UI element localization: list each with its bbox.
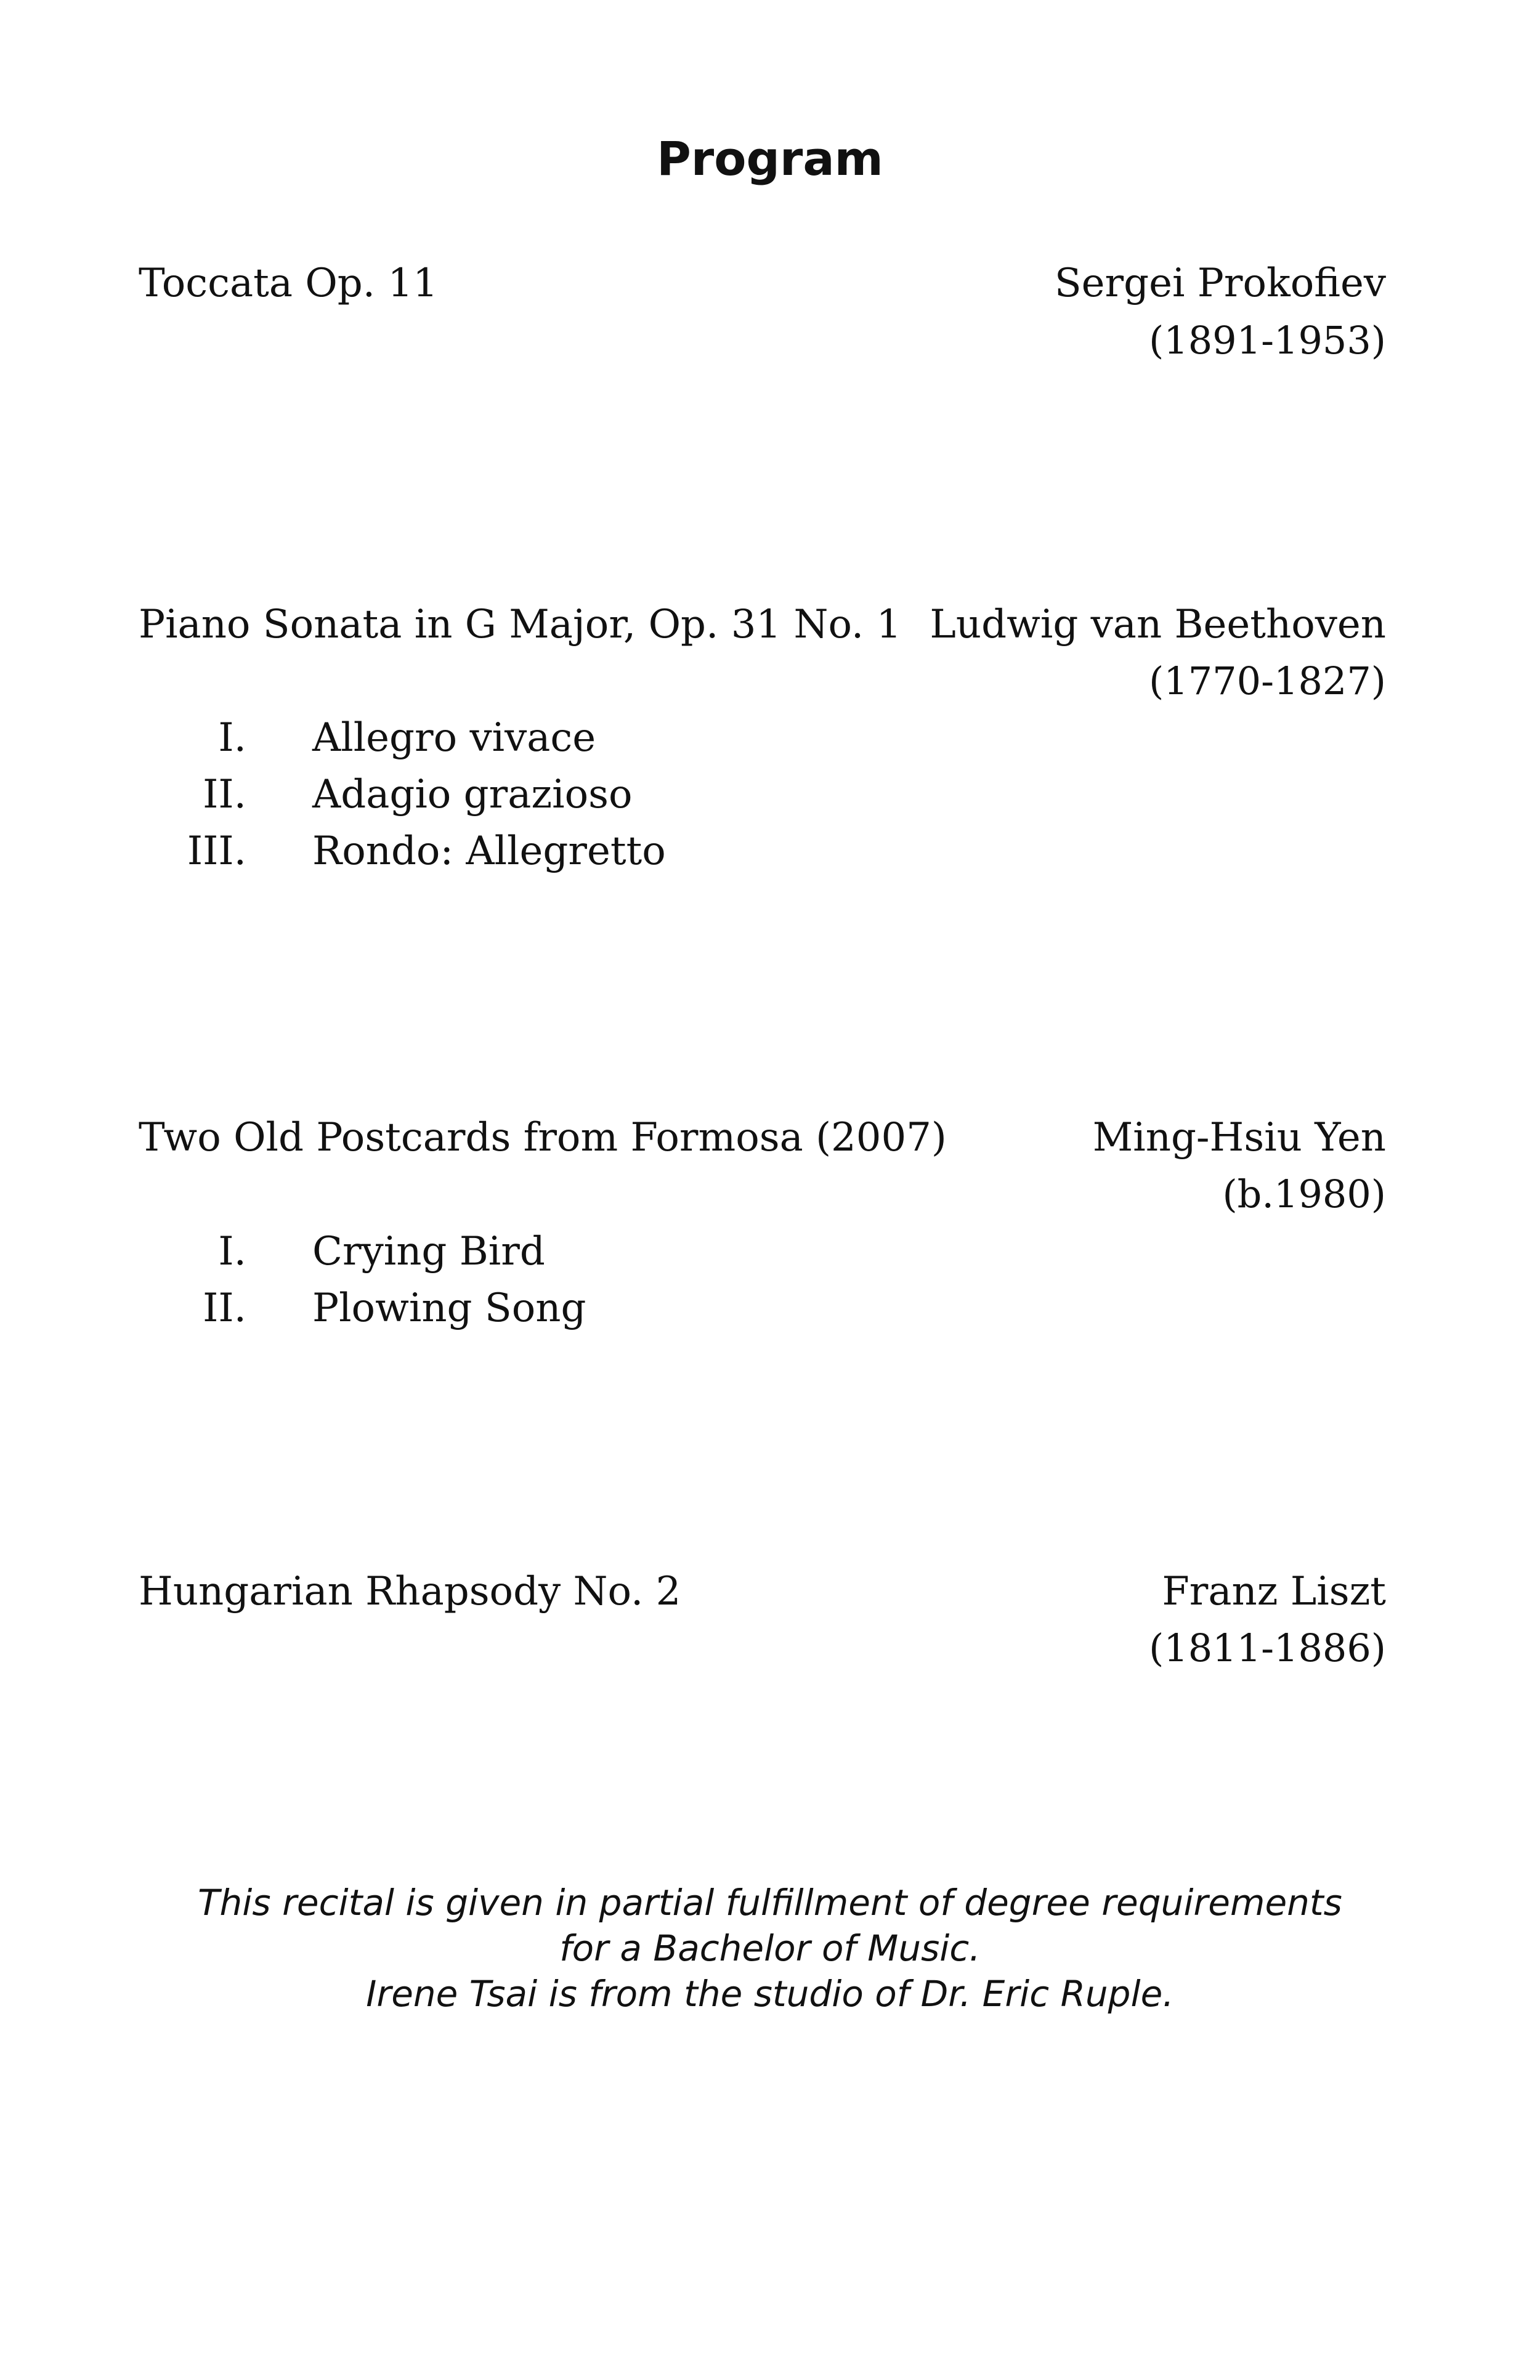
piece-1-title: Toccata Op. 11 xyxy=(139,261,438,306)
recital-note-line-2: for a Bachelor of Music. xyxy=(559,1927,981,1969)
piece-2-movement-3-name: Rondo: Allegretto xyxy=(312,828,666,874)
piece-2-title: Piano Sonata in G Major, Op. 31 No. 1 xyxy=(139,602,902,647)
recital-note-line-1: This recital is given in partial fulfillment of degree requirements xyxy=(198,1882,1342,1924)
piece-1-dates: (1891-1953) xyxy=(1149,318,1386,363)
piece-2-movement-2-name: Adagio grazioso xyxy=(312,772,633,817)
piece-2-movement-1-name: Allegro vivace xyxy=(312,715,596,761)
piece-2-composer: Ludwig van Beethoven xyxy=(930,602,1386,647)
recital-note-line-3: Irene Tsai is from the studio of Dr. Eric Ruple. xyxy=(366,1973,1174,2015)
piece-3-movement-1-number: I. xyxy=(218,1229,246,1274)
piece-2-movement-2-number: II. xyxy=(203,772,246,817)
piece-4-title: Hungarian Rhapsody No. 2 xyxy=(139,1569,681,1614)
piece-1-composer: Sergei Prokofiev xyxy=(1054,261,1386,306)
piece-3-composer: Ming-Hsiu Yen xyxy=(1092,1115,1386,1160)
piece-4-composer: Franz Liszt xyxy=(1162,1569,1386,1614)
piece-3-movement-1-name: Crying Bird xyxy=(312,1229,545,1274)
piece-4-dates: (1811-1886) xyxy=(1149,1625,1386,1670)
piece-3-movement-2-number: II. xyxy=(203,1285,246,1331)
piece-3-movement-2-name: Plowing Song xyxy=(312,1285,586,1331)
piece-2-dates: (1770-1827) xyxy=(1149,658,1386,703)
piece-2-movement-1-number: I. xyxy=(218,715,246,761)
program-title: Program xyxy=(657,131,883,186)
piece-3-dates: (b.1980) xyxy=(1222,1172,1386,1216)
piece-2-movement-3-number: III. xyxy=(187,828,246,874)
piece-3-title: Two Old Postcards from Formosa (2007) xyxy=(139,1115,947,1160)
